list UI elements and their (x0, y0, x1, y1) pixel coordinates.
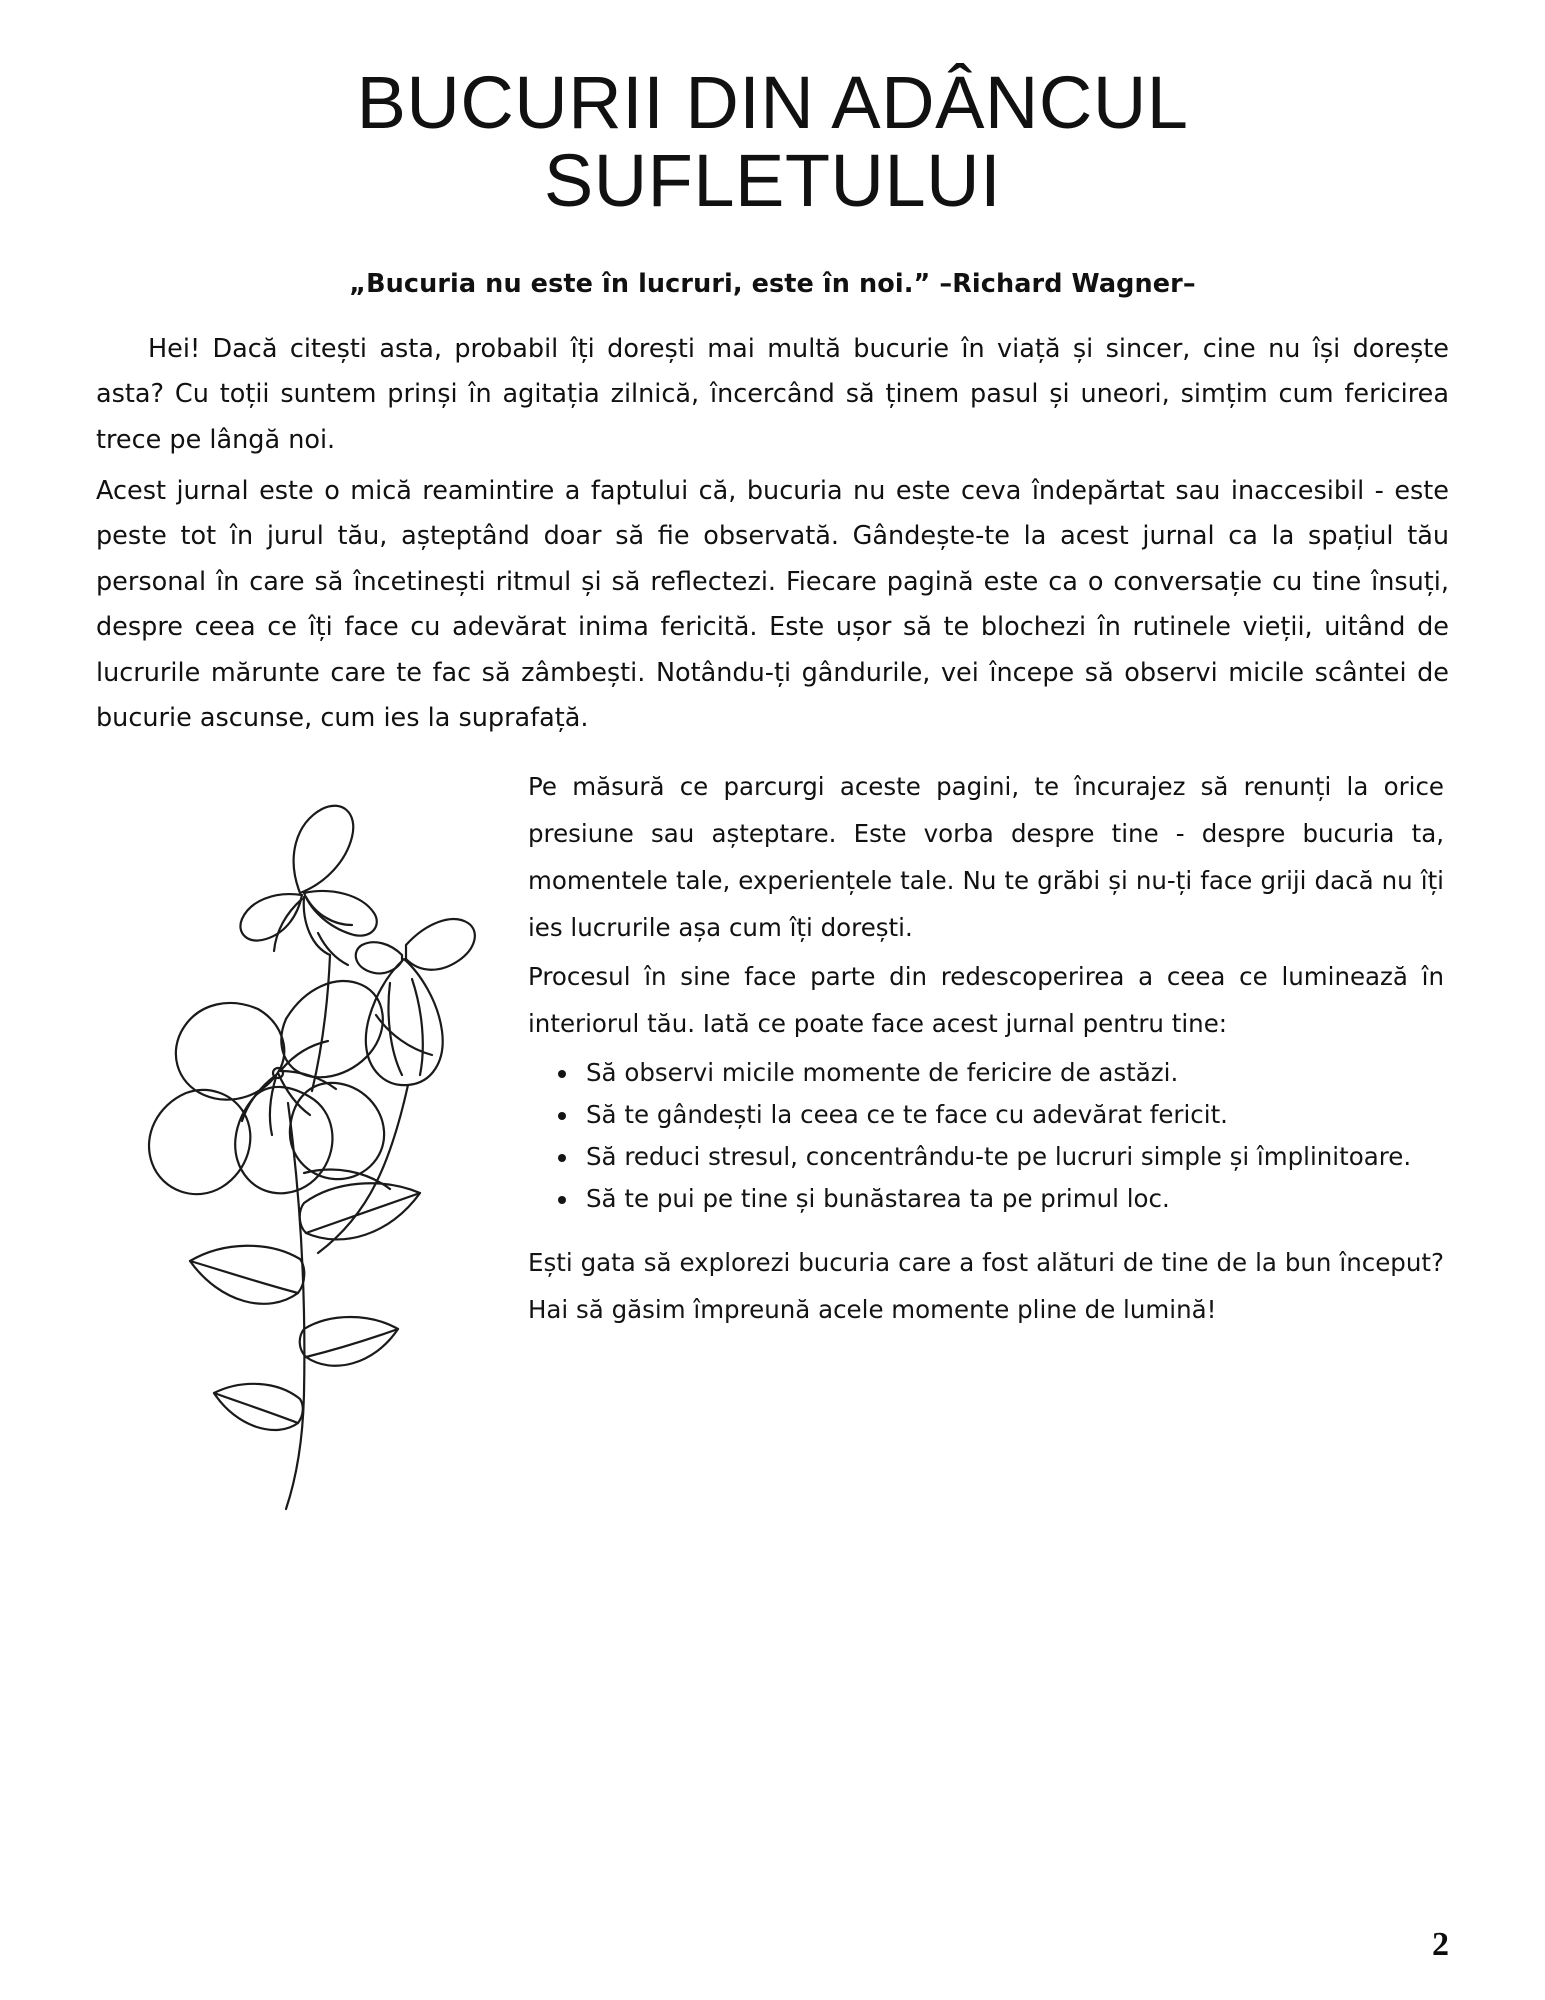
intro-paragraph: Hei! Dacă citești asta, probabil îți dorești mai multă bucurie în viață și sincer, cine nu își dorește asta? Cu toții suntem prinși în agitația zilnică, încercând să ținem pasul și uneori, simțim cum fericirea trece pe lângă noi. (96, 333, 1449, 455)
list-item: • Să reduci stresul, concentrându-te pe lucruri simple și împlinitoare. (580, 1137, 1444, 1177)
flower-illustration (90, 773, 490, 1513)
epigraph-quote: „Bucuria nu este în lucruri, este în noi.” –Richard Wagner– (349, 268, 1196, 299)
page-number: 2 (1432, 1926, 1449, 1963)
body-paragraph: Acest jurnal este o mică reamintire a faptului că, bucuria nu este ceva îndepărtat sau inaccesibil - este peste tot în jurul tău, așteptând doar să fie observată. Gândește-te la acest jurnal ca la spațiul tău personal în care să încetinești ritmul și să reflectezi. Fiecare pagină este ca o conversație cu tine însuți, despre ceea ce îți face cu adevărat inima fericită. Este ușor să te blochezi în rutinele vieții, uitând de lucrurile mărunte care te fac să zâmbești. Notându-ți gândurile, vei începe să observi micile scântei de bucurie ascunse, cum ies la suprafață. (96, 476, 1449, 733)
right-paragraph-one: Pe măsură ce parcurgi aceste pagini, te încurajez să renunți la orice presiune sau așteptare. Este vorba despre tine - despre bucuria ta, momentele tale, experiențele tale. Nu te grăbi și nu-ți face griji dacă nu îți ies lucrurile așa cum îți dorești. (528, 772, 1444, 943)
right-column (528, 763, 1444, 1333)
closing-paragraph: Ești gata să explorezi bucuria care a fost alături de tine de la bun început? Hai să găsim împreună acele momente pline de lumină! (528, 1248, 1444, 1324)
list-item: • Să te pui pe tine și bunăstarea ta pe primul loc. (580, 1179, 1444, 1219)
list-item: • Să te gândești la ceea ce te face cu adevărat fericit. (580, 1095, 1444, 1135)
page-title: BUCURII DIN ADÂNCUL SUFLETULUI (356, 61, 1189, 223)
list-item: • Să observi micile momente de fericire de astăzi. (580, 1053, 1444, 1093)
right-paragraph-two: Procesul în sine face parte din redescoperirea a ceea ce luminează în interiorul tău. Iată ce poate face acest jurnal pentru tine: (528, 962, 1444, 1039)
lower-section (96, 763, 1449, 1523)
benefits-list (528, 1053, 1444, 1218)
